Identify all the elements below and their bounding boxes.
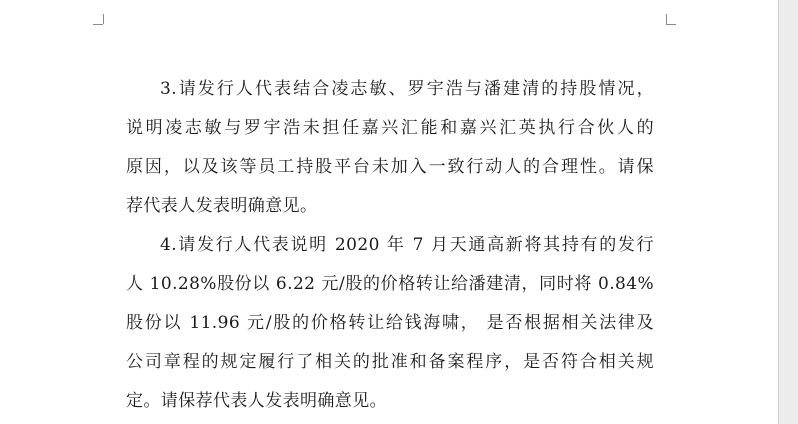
paragraph-question-3 <box>126 70 654 226</box>
text-line: 公司章程的规定履行了相关的批准和备案程序，是否符合相关规 <box>126 352 654 372</box>
text-line: 3.请发行人代表结合凌志敏、罗宇浩与潘建清的持股情况， <box>160 79 654 99</box>
text-line: 股份以 11.96 元/股的价格转让给钱海啸， 是否根据相关法律及 <box>126 313 654 333</box>
crop-mark-top-left <box>103 14 104 24</box>
text-line: 4.请发行人代表说明 2020 年 7 月天通高新将其持有的发行 <box>160 235 654 255</box>
crop-mark-top-right <box>666 14 667 24</box>
viewer-edge <box>778 0 798 424</box>
text-line: 原因，以及该等员工持股平台未加入一致行动人的合理性。请保 <box>126 157 654 177</box>
text-line: 说明凌志敏与罗宇浩未担任嘉兴汇能和嘉兴汇英执行合伙人的 <box>126 118 654 138</box>
crop-mark-top-right-horizontal <box>666 24 676 25</box>
text-line: 定。请保荐代表人发表明确意见。 <box>126 391 387 411</box>
text-line: 人 10.28%股份以 6.22 元/股的价格转让给潘建清，同时将 0.84% <box>126 274 654 294</box>
paragraph-question-4 <box>126 226 654 421</box>
text-line: 荐代表人发表明确意见。 <box>126 196 318 216</box>
crop-mark-top-left-horizontal <box>93 24 103 25</box>
